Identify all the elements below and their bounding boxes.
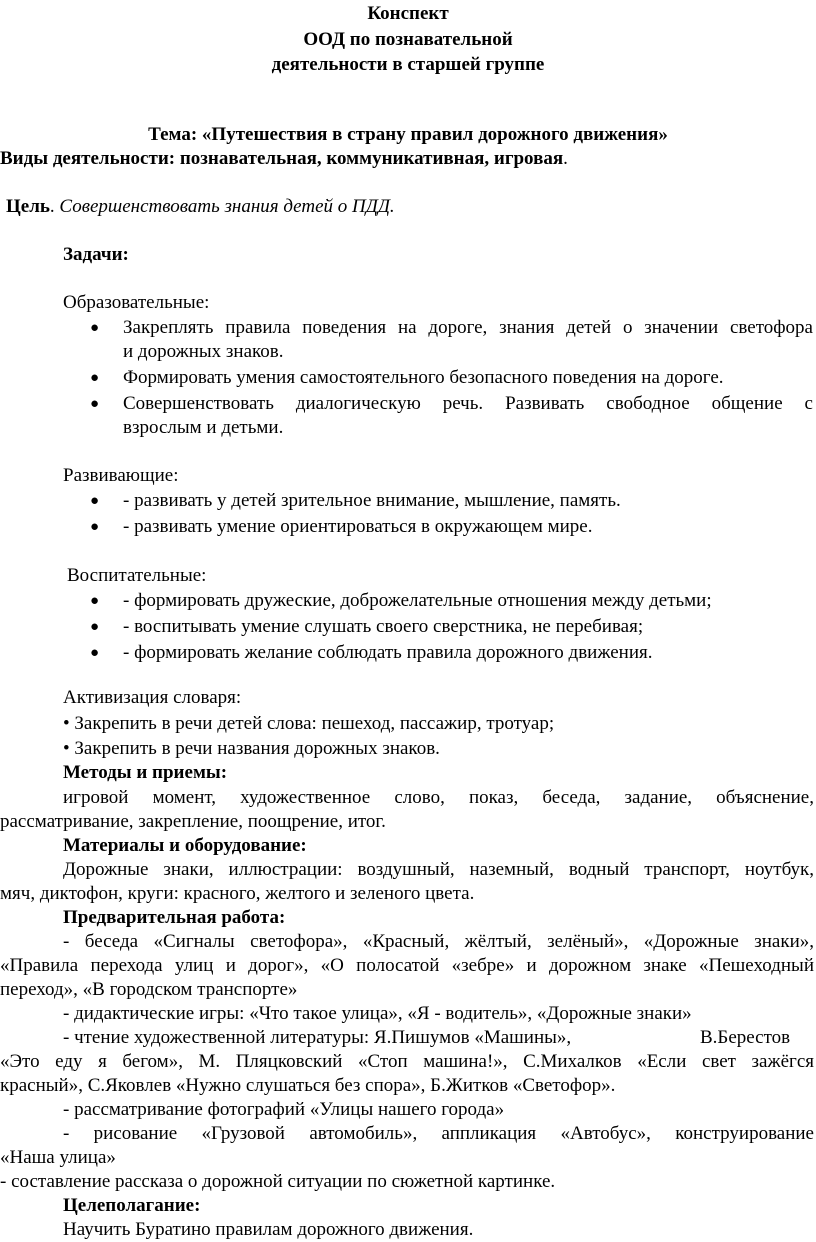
materials-heading: Материалы и оборудование:	[63, 835, 307, 856]
preliminary-line-5-author: В.Берестов	[700, 1027, 791, 1048]
goal-text: Совершенствовать знания детей о ПДД.	[59, 196, 395, 217]
preliminary-heading: Предварительная работа:	[63, 907, 286, 928]
bullet-icon: ●	[90, 645, 100, 661]
preliminary-line-1: - беседа «Сигналы светофора», «Красный, жёлтый, зелёный», «Дорожные знаки»,	[63, 931, 814, 952]
bullet-icon: ●	[90, 593, 100, 609]
upbringing-item-2: - воспитывать умение слушать своего сверстника, не перебивая;	[123, 616, 644, 637]
activities-label: Виды деятельности: познавательная, коммуникативная, игровая	[0, 148, 564, 169]
document-title-line-3: деятельности в старшей группе	[271, 54, 545, 75]
preliminary-line-7: красный», С.Яковлев «Нужно слушаться без спора», Б.Житков «Светофор».	[0, 1075, 616, 1096]
goal-label: Цель	[6, 196, 50, 217]
bullet-icon: ●	[90, 370, 100, 386]
preliminary-line-9: - рисование «Грузовой автомобиль», аппликация «Автобус», конструирование	[63, 1123, 814, 1144]
developing-item-2: - развивать умение ориентироваться в окружающем мире.	[123, 516, 593, 537]
preliminary-line-11: - составление рассказа о дорожной ситуации по сюжетной картинке.	[0, 1171, 556, 1192]
educational-item-2: Формировать умения самостоятельного безопасного поведения на дороге.	[123, 367, 724, 388]
activities-dot: .	[563, 148, 568, 169]
preliminary-line-5: - чтение художественной литературы: Я.Пишумов «Машины»,	[63, 1027, 572, 1048]
activities-line	[0, 147, 568, 171]
bullet-icon: ●	[90, 519, 100, 535]
educational-item-3-line-2: взрослым и детьми.	[123, 417, 284, 438]
upbringing-heading: Воспитательные:	[67, 565, 207, 586]
preliminary-line-4: - дидактические игры: «Что такое улица», «Я - водитель», «Дорожные знаки»	[63, 1003, 692, 1024]
vocabulary-heading: Активизация словаря:	[63, 687, 242, 708]
methods-line-1: игровой момент, художественное слово, показ, беседа, задание, объяснение,	[63, 787, 814, 808]
upbringing-item-1: - формировать дружеские, доброжелательные отношения между детьми;	[123, 590, 712, 611]
educational-item-3-line-1: Совершенствовать диалогическую речь. Развивать свободное общение с	[123, 393, 813, 414]
materials-line-2: мяч, диктофон, круги: красного, желтого и зеленого цвета.	[0, 883, 475, 904]
preliminary-line-6: «Это еду я бегом», М. Пляцковский «Стоп машина!», С.Михалков «Если свет зажёгся	[0, 1051, 814, 1072]
vocabulary-item-2: • Закрепить в речи названия дорожных знаков.	[63, 738, 440, 759]
methods-line-2: рассматривание, закрепление, поощрение, итог.	[0, 811, 386, 832]
goal-line	[6, 195, 395, 219]
educational-heading: Образовательные:	[63, 292, 210, 313]
tasks-heading: Задачи:	[63, 244, 129, 265]
goal-dot: .	[49, 196, 55, 217]
bullet-icon: ●	[90, 619, 100, 635]
developing-heading: Развивающие:	[63, 465, 179, 486]
goal-setting-heading: Целеполагание:	[63, 1195, 201, 1216]
preliminary-line-2: «Правила перехода улиц и дорог», «О полосатой «зебре» и дорожном знаке «Пешеходный	[0, 955, 814, 976]
methods-heading: Методы и приемы:	[63, 762, 228, 783]
educational-item-1-line-1: Закреплять правила поведения на дороге, знания детей о значении светофора	[123, 317, 813, 338]
developing-item-1: - развивать у детей зрительное внимание, мышление, память.	[123, 490, 621, 511]
bullet-icon: ●	[90, 320, 100, 336]
bullet-icon: ●	[90, 493, 100, 509]
materials-line-1: Дорожные знаки, иллюстрации: воздушный, наземный, водный транспорт, ноутбук,	[63, 859, 814, 880]
theme-heading: Тема: «Путешествия в страну правил дорожного движения»	[148, 124, 668, 145]
preliminary-line-8: - рассматривание фотографий «Улицы нашего города»	[63, 1099, 505, 1120]
goal-setting-text: Научить Буратино правилам дорожного движения.	[63, 1219, 474, 1240]
document-title-line-1: Конспект	[367, 3, 449, 24]
preliminary-line-3: переход», «В городском транспорте»	[0, 979, 298, 1000]
preliminary-line-10: «Наша улица»	[0, 1147, 116, 1168]
vocabulary-item-1: • Закрепить в речи детей слова: пешеход, пассажир, тротуар;	[63, 713, 555, 734]
document-title-line-2: ООД по познавательной	[303, 29, 513, 50]
upbringing-item-3: - формировать желание соблюдать правила дорожного движения.	[123, 642, 653, 663]
bullet-icon: ●	[90, 396, 100, 412]
educational-item-1-line-2: и дорожных знаков.	[123, 341, 284, 362]
